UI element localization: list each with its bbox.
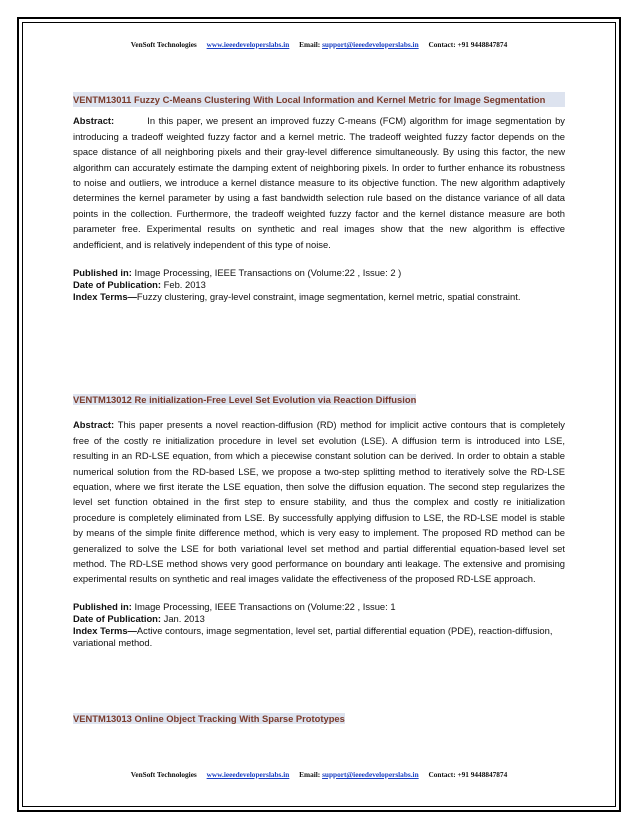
footer-company: VenSoft Technologies — [130, 770, 197, 779]
header-email-label: Email: — [299, 40, 321, 49]
paper-2-terms-label: Index Terms— — [73, 624, 137, 636]
header-contact-label: Contact: — [428, 40, 456, 49]
paper-1-abstract — [73, 113, 565, 252]
paper-3 — [73, 711, 565, 726]
paper-2-date-label: Date of Publication: — [73, 612, 162, 624]
paper-2-published: Image Processing, IEEE Transactions on (Volume:22 , Issue: 1 — [134, 600, 396, 612]
footer-contact-label: Contact: — [428, 770, 456, 779]
paper-1-terms: Fuzzy clustering, gray-level constraint, image segmentation, kernel metric, spatial constraint. — [136, 291, 521, 303]
paper-2-abstract-text: This paper presents a novel reaction-diffusion (RD) method for implicit active contours that is completely free of the costly re initialization procedure in level set evolution (LSE). A diffusion term is introduced into LSE, resulting in an RD-LSE equation, from which a piecewise constant solution can be derived. In order to obtain a stable numerical solution from the RD-based LSE, we propose a two-step splitting method to iteratively solve the RD-LSE equation, where we first iterate the LSE equation, then solve the diffusion equation. The second step regularizes the level set function obtained in the first step to ensure stability, and thus the complex and costly re initialization procedure is completely eliminated from LSE. By successfully applying diffusion to LSE, the RD-LSE model is stable by means of the simple finite difference method, which is very easy to implement. The proposed RD method can be generalized to solve the LSE for both variational level set method and partial differential equation-based level set method. The RD-LSE method shows very good performance on boundary anti leakage. The extensive and promising experimental results on synthetic and real images validate the effectiveness of the proposed RD-LSE approach. — [73, 419, 565, 585]
header-contact: +91 9448847874 — [457, 40, 508, 49]
paper-3-title: VENTM13013 Online Object Tracking With Sparse Prototypes — [73, 713, 345, 724]
paper-1 — [73, 92, 565, 303]
paper-2-published-label: Published in: — [73, 600, 132, 612]
paper-2-abstract-label: Abstract: — [73, 419, 115, 431]
header-email-link[interactable]: support@ieeedeveloperslabs.in — [322, 40, 419, 49]
paper-1-title: VENTM13011 Fuzzy C-Means Clustering With Local Information and Kernel Metric for Image Segmentation — [73, 92, 565, 107]
paper-2-meta — [73, 601, 565, 649]
page-header — [0, 40, 638, 49]
paper-1-published-label: Published in: — [73, 267, 132, 279]
paper-1-published: Image Processing, IEEE Transactions on (Volume:22 , Issue: 2 ) — [134, 267, 402, 279]
footer-email-link[interactable]: support@ieeedeveloperslabs.in — [322, 770, 419, 779]
footer-website-link[interactable]: www.ieeedeveloperslabs.in — [206, 770, 290, 779]
paper-1-date: Feb. 2013 — [163, 279, 206, 291]
page-footer — [0, 770, 638, 779]
footer-contact: +91 9448847874 — [457, 770, 508, 779]
paper-2-title: VENTM13012 Re initialization-Free Level Set Evolution via Reaction Diffusion — [73, 394, 417, 405]
footer-email-label: Email: — [299, 770, 321, 779]
paper-1-terms-label: Index Terms— — [73, 291, 137, 303]
paper-1-meta — [73, 267, 565, 303]
header-company: VenSoft Technologies — [130, 40, 197, 49]
paper-1-abstract-text: In this paper, we present an improved fuzzy C-means (FCM) algorithm for image segmentation by introducing a tradeoff weighted fuzzy factor and a kernel metric. The tradeoff weighted fuzzy factor depends on the space distance of all neighboring pixels and their gray-level difference simultaneously. By using this factor, the new algorithm can accurately estimate the damping extent of neighboring pixels. In order to further enhance its robustness to noise and outliers, we introduce a kernel distance measure to its objective function. The new algorithm adaptively determines the kernel parameter by using a fast bandwidth selection rule based on the distance variance of all data points in the collection. Furthermore, the tradeoff weighted fuzzy factor and the kernel distance measure are both parameter free. Experimental results on synthetic and real images show that the new algorithm is effective andefficient, and is relatively independent of this type of noise. — [73, 115, 565, 250]
paper-1-date-label: Date of Publication: — [73, 279, 162, 291]
paper-2 — [73, 392, 565, 649]
paper-2-abstract — [73, 417, 565, 586]
header-website-link[interactable]: www.ieeedeveloperslabs.in — [206, 40, 290, 49]
paper-2-date: Jan. 2013 — [163, 612, 205, 624]
paper-2-terms: Active contours, image segmentation, level set, partial differential equation (PDE), reaction-diffusion, variational method. — [73, 624, 553, 648]
paper-1-abstract-label: Abstract: — [73, 115, 115, 127]
